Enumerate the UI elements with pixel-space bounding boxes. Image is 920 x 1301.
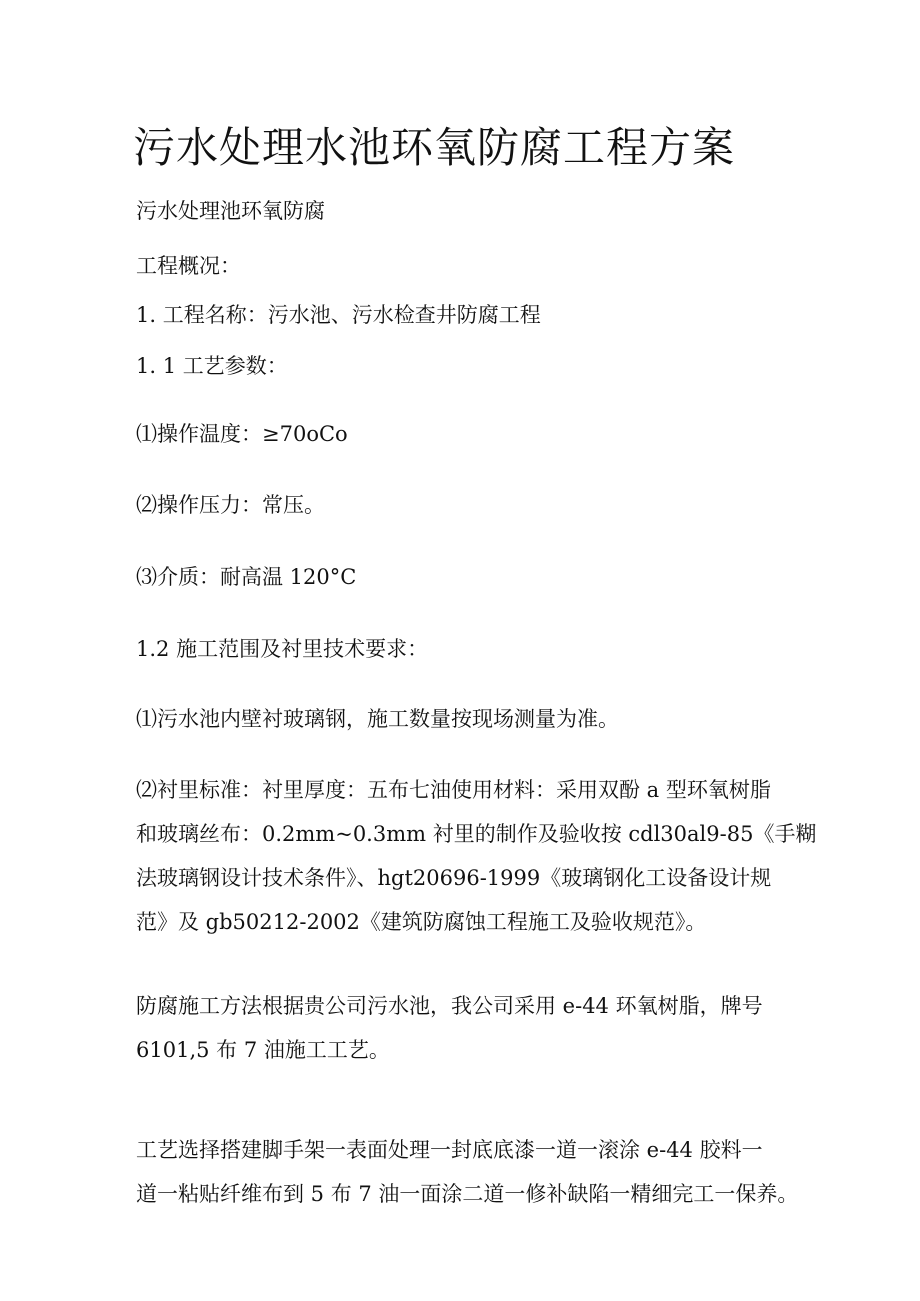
process-params-heading: 1. 1 工艺参数： [136,354,288,378]
scope-item-2-line: ⑵衬里标准：衬里厚度：五布七油使用材料：采用双酚 a 型环氧树脂 [136,778,771,802]
scope-item-1: ⑴污水池内壁衬玻璃钢，施工数量按现场测量为准。 [136,707,619,731]
param-temperature: ⑴操作温度：≥70oCo [136,422,348,446]
scope-item-2-line: 和玻璃丝布：0.2mm~0.3mm 衬里的制作及验收按 cdl30al9-85《手糊 [136,822,817,846]
document-subtitle: 污水处理池环氧防腐 [136,199,325,223]
project-name: 1. 工程名称：污水池、污水检查井防腐工程 [136,303,541,327]
process-line: 道一粘贴纤维布到 5 布 7 油一面涂二道一修补缺陷一精细完工一保养。 [136,1182,799,1206]
method-paragraph [136,984,763,1072]
document-title: 污水处理水池环氧防腐工程方案 [133,123,736,172]
scope-item-2-line: 范》及 gb50212-2002《建筑防腐蚀工程施工及验收规范》。 [136,910,707,934]
process-paragraph [136,1128,798,1216]
param-medium: ⑶介质：耐高温 120°C [136,565,357,589]
method-line: 6101,5 布 7 油施工工艺。 [136,1038,390,1062]
scope-item-2-line: 法玻璃钢设计技术条件》、hgt20696-1999《玻璃钢化工设备设计规 [136,866,772,890]
process-line: 工艺选择搭建脚手架一表面处理一封底底漆一道一滚涂 e-44 胶料一 [136,1138,763,1162]
scope-item-2 [136,768,816,944]
scope-heading: 1.2 施工范围及衬里技术要求： [136,637,429,661]
method-line: 防腐施工方法根据贵公司污水池，我公司采用 e-44 环氧树脂，牌号 [136,994,763,1018]
overview-heading: 工程概况： [136,254,241,278]
param-pressure: ⑵操作压力：常压。 [136,493,325,517]
